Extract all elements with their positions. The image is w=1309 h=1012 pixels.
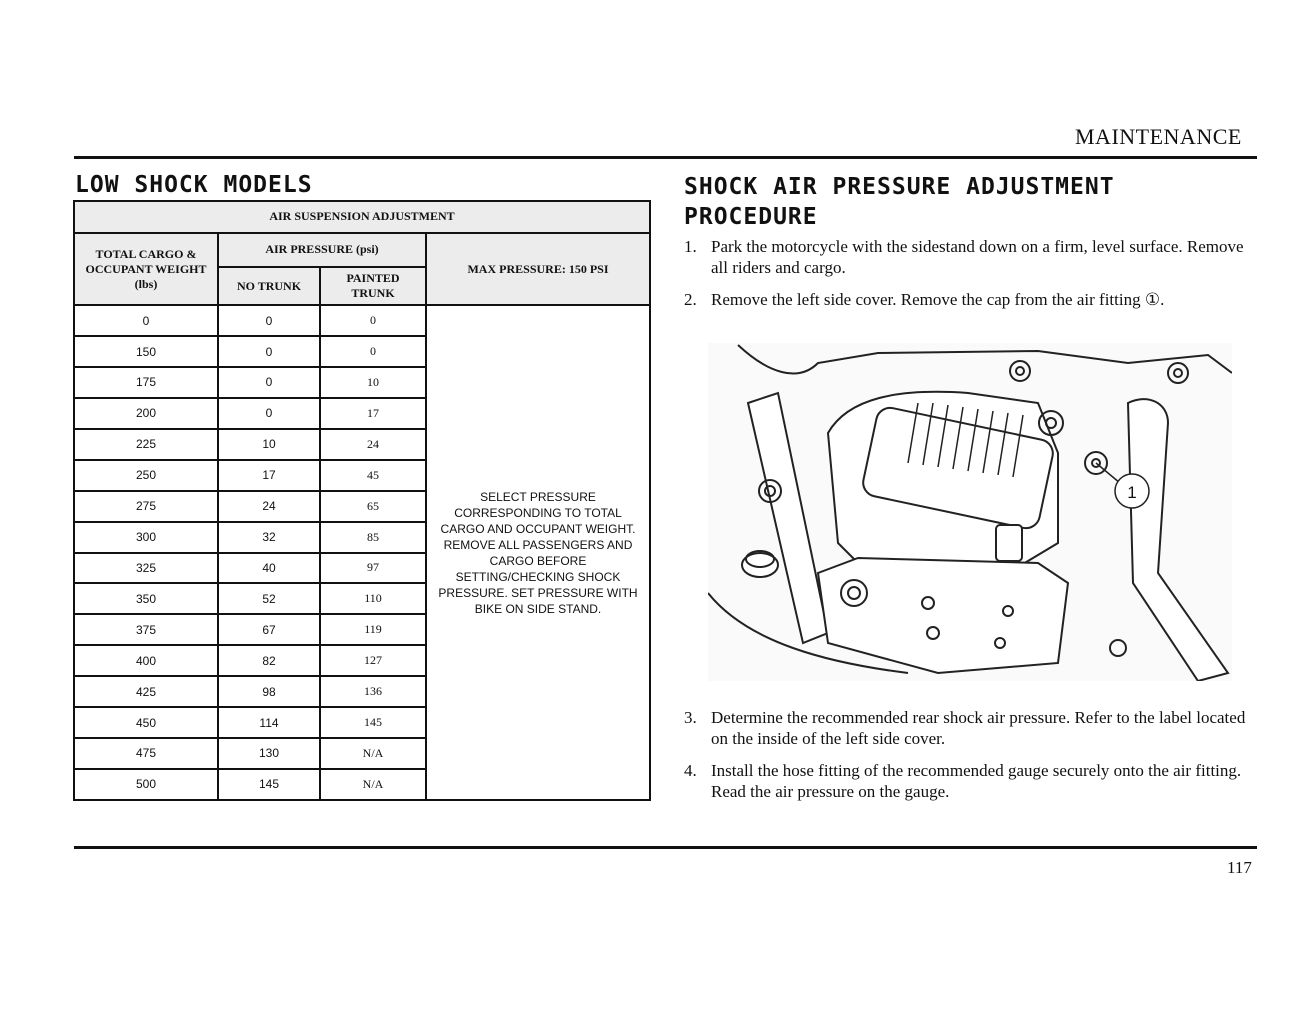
no-trunk-header: NO TRUNK [218,267,320,305]
page-number: 117 [1227,858,1252,877]
no-trunk-cell: 130 [218,738,320,769]
painted-trunk-cell: 0 [320,336,426,367]
painted-trunk-cell: 85 [320,522,426,553]
rear-shock-figure [708,343,1232,681]
painted-trunk-cell: 145 [320,707,426,738]
step-text: Determine the recommended rear shock air pressure. Refer to the label located on the inside of the left side cover. [711,708,1246,748]
step-text: Install the hose fitting of the recommended gauge securely onto the air fitting. Read the air pressure on the gauge. [711,761,1242,801]
no-trunk-cell: 52 [218,583,320,614]
painted-trunk-cell: 45 [320,460,426,491]
step-text: Remove the left side cover. Remove the cap from the air fitting ①. [711,290,1165,309]
steps-list-before [684,236,1259,310]
no-trunk-cell: 10 [218,429,320,460]
weight-cell: 275 [74,491,218,522]
procedure-heading: SHOCK AIR PRESSURE ADJUSTMENT PROCEDURE [684,174,1115,230]
painted-trunk-cell: 65 [320,491,426,522]
step-number: 4. [684,761,697,780]
procedure-step [684,760,1259,802]
weight-cell: 225 [74,429,218,460]
weight-cell: 300 [74,522,218,553]
no-trunk-cell: 67 [218,614,320,645]
painted-trunk-cell: 0 [320,305,426,336]
weight-cell: 175 [74,367,218,398]
weight-cell: 350 [74,583,218,614]
top-rule [74,156,1257,159]
no-trunk-cell: 0 [218,305,320,336]
low-shock-heading: LOW SHOCK MODELS [75,172,313,198]
max-pressure-header: MAX PRESSURE: 150 PSI [426,233,650,305]
weight-cell: 425 [74,676,218,707]
step-number: 2. [684,290,697,309]
weight-cell: 250 [74,460,218,491]
connector [996,525,1022,561]
weight-cell: 400 [74,645,218,676]
table-row [74,305,650,336]
no-trunk-cell: 114 [218,707,320,738]
steps-list-after [684,707,1259,802]
bottom-rule [74,846,1257,849]
procedure-step [684,707,1259,749]
weight-cell: 450 [74,707,218,738]
section-title: MAINTENANCE [1075,124,1242,149]
pressure-note: SELECT PRESSURE CORRESPONDING TO TOTAL CARGO AND OCCUPANT WEIGHT. REMOVE ALL PASSENGERS AND CARGO BEFORE SETTING/CHECKING SHOCK PRESSURE. SET PRESSURE WITH BIKE ON SIDE STAND. [426,305,650,800]
painted-trunk-cell: N/A [320,738,426,769]
air-suspension-table [73,200,651,801]
no-trunk-cell: 145 [218,769,320,800]
no-trunk-cell: 98 [218,676,320,707]
painted-trunk-cell: 127 [320,645,426,676]
weight-cell: 200 [74,398,218,429]
painted-trunk-header: PAINTED TRUNK [320,267,426,305]
weight-cell: 325 [74,553,218,584]
no-trunk-cell: 0 [218,367,320,398]
procedure-step [684,289,1259,310]
no-trunk-cell: 82 [218,645,320,676]
step-text: Park the motorcycle with the sidestand down on a firm, level surface. Remove all riders and cargo. [711,237,1244,277]
no-trunk-cell: 24 [218,491,320,522]
no-trunk-cell: 0 [218,398,320,429]
weight-cell: 150 [74,336,218,367]
painted-trunk-cell: N/A [320,769,426,800]
painted-trunk-cell: 10 [320,367,426,398]
callout-number: 1 [1127,483,1137,502]
painted-trunk-cell: 97 [320,553,426,584]
no-trunk-cell: 0 [218,336,320,367]
no-trunk-cell: 17 [218,460,320,491]
step-number: 3. [684,708,697,727]
painted-trunk-cell: 119 [320,614,426,645]
air-pressure-header: AIR PRESSURE (psi) [218,233,426,267]
weight-cell: 375 [74,614,218,645]
weight-cell: 500 [74,769,218,800]
table-title: AIR SUSPENSION ADJUSTMENT [74,201,650,233]
painted-trunk-cell: 136 [320,676,426,707]
painted-trunk-cell: 17 [320,398,426,429]
weight-cell: 475 [74,738,218,769]
painted-trunk-cell: 24 [320,429,426,460]
no-trunk-cell: 32 [218,522,320,553]
weight-header: TOTAL CARGO & OCCUPANT WEIGHT (lbs) [74,233,218,305]
step-number: 1. [684,237,697,256]
painted-trunk-cell: 110 [320,583,426,614]
weight-cell: 0 [74,305,218,336]
no-trunk-cell: 40 [218,553,320,584]
procedure-step [684,236,1259,278]
